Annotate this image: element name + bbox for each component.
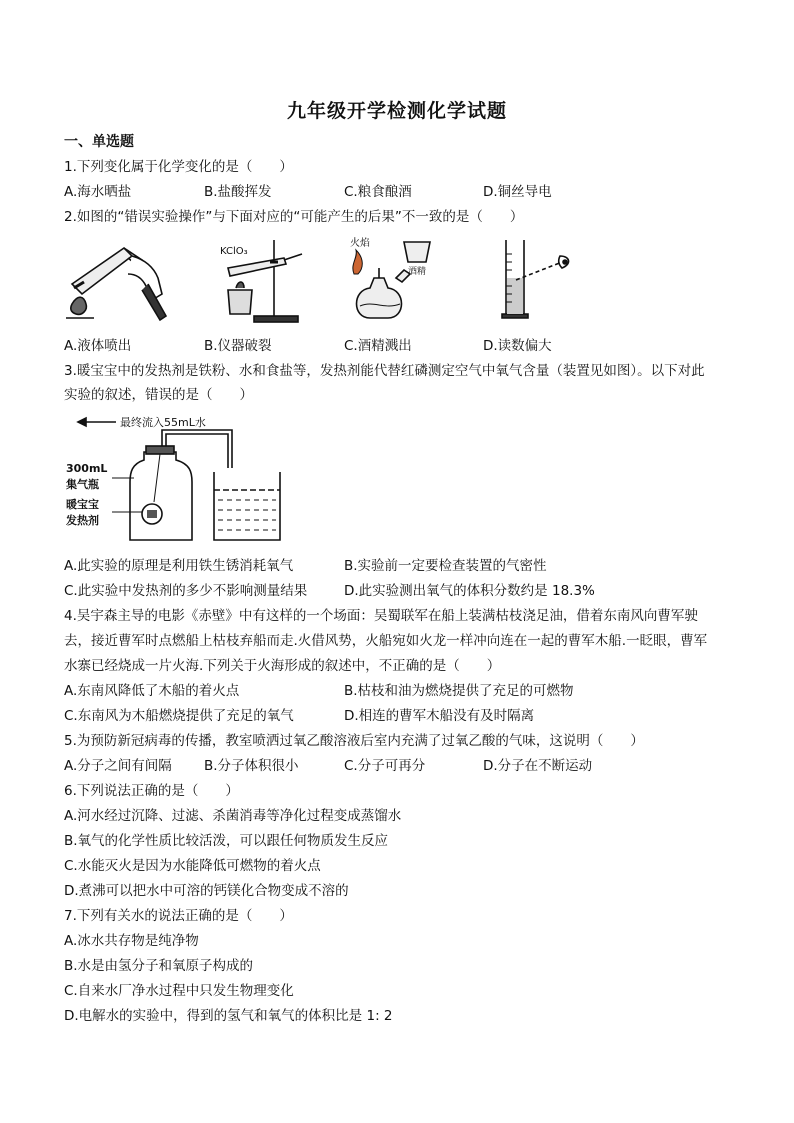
q5-stem: 5.为预防新冠病毒的传播，教室喷洒过氧乙酸溶液后室内充满了过氧乙酸的气味，这说明（ ） [64, 733, 644, 749]
q2-label-kclo3: KClO₃ [220, 246, 248, 257]
q2-label-alcohol: 酒精 [408, 267, 427, 277]
q2-option-b: B.仪器破裂 [204, 338, 272, 354]
q3-stem-line-1: 3.暖宝宝中的发热剂是铁粉、水和食盐等，发热剂能代替红磷测定空气中氧气含量（装置见如图）。以下对此 [64, 363, 705, 379]
q2-option-a: A.液体喷出 [64, 338, 132, 354]
q3-label-flask: 集气瓶 [66, 478, 99, 491]
q2-label-flame: 火焰 [350, 238, 370, 249]
q3-option-a: A.此实验的原理是利用铁生锈消耗氧气 [64, 558, 294, 574]
q2-figure-a [62, 234, 174, 324]
q5-option-d: D.分子在不断运动 [483, 758, 593, 774]
q1-option-d: D.铜丝导电 [483, 184, 552, 200]
q4-stem-line-1: 4.吴宇森主导的电影《赤壁》中有这样的一个场面：吴蜀联军在船上装满枯枝浇足油，借着东南风向曹军驶 [64, 608, 698, 624]
q4-stem-line-3: 水寨已经烧成一片火海.下列关于火海形成的叙述中，不正确的是（ ） [64, 658, 501, 674]
q4-option-d: D.相连的曹军木船没有及时隔离 [344, 708, 535, 724]
page-title: 九年级开学检测化学试题 [286, 100, 507, 122]
q4-option-c: C.东南风为木船燃烧提供了充足的氧气 [64, 708, 294, 724]
q2-option-d: D.读数偏大 [483, 338, 552, 354]
q3-label-volume: 300mL [66, 462, 108, 475]
q3-option-b: B.实验前一定要检查装置的气密性 [344, 558, 547, 574]
q5-option-a: A.分子之间有间隔 [64, 758, 172, 774]
q5-option-b: B.分子体积很小 [204, 758, 299, 774]
q5-option-c: C.分子可再分 [344, 758, 426, 774]
q4-option-a: A.东南风降低了木船的着火点 [64, 683, 240, 699]
q4-option-b: B.枯枝和油为燃烧提供了充足的可燃物 [344, 683, 574, 699]
q1-option-b: B.盐酸挥发 [204, 184, 272, 200]
q6-option-c: C.水能灭火是因为水能降低可燃物的着火点 [64, 858, 321, 874]
q2-figure-b [214, 234, 314, 326]
q6-option-d: D.煮沸可以把水中可溶的钙镁化合物变成不溶的 [64, 883, 349, 899]
q7-option-c: C.自来水厂净水过程中只发生物理变化 [64, 983, 294, 999]
q3-label-arrow: 最终流入55mL水 [120, 416, 206, 429]
q3-apparatus-figure [64, 412, 304, 546]
q7-stem: 7.下列有关水的说法正确的是（ ） [64, 908, 293, 924]
q7-option-d: D.电解水的实验中，得到的氢气和氧气的体积比是 1: 2 [64, 1008, 393, 1024]
q6-option-a: A.河水经过沉降、过滤、杀菌消毒等净化过程变成蒸馏水 [64, 808, 402, 824]
q1-option-a: A.海水晒盐 [64, 184, 132, 200]
section-heading: 一、单选题 [64, 134, 134, 150]
q6-option-b: B.氧气的化学性质比较活泼，可以跟任何物质发生反应 [64, 833, 389, 849]
q2-option-c: C.酒精溅出 [344, 338, 412, 354]
q7-option-b: B.水是由氢分子和氧原子构成的 [64, 958, 254, 974]
q3-stem-line-2: 实验的叙述，错误的是（ ） [64, 387, 253, 403]
q1-option-c: C.粮食酿酒 [344, 184, 412, 200]
q3-option-d: D.此实验测出氧气的体积分数约是 18.3% [344, 583, 595, 599]
q3-option-c: C.此实验中发热剂的多少不影响测量结果 [64, 583, 308, 599]
q4-stem-line-2: 去，接近曹军时点燃船上枯枝弃船而走.火借风势，火船宛如火龙一样冲向连在一起的曹军木船.一眨眼，曹军 [64, 633, 708, 649]
q2-stem: 2.如图的“错误实验操作”与下面对应的“可能产生的后果”不一致的是（ ） [64, 209, 524, 225]
q1-stem: 1.下列变化属于化学变化的是（ ） [64, 159, 293, 175]
q3-label-warmer-1: 暖宝宝 [66, 498, 99, 511]
q6-stem: 6.下列说法正确的是（ ） [64, 783, 239, 799]
q2-figure-d [476, 234, 576, 326]
q2-figure-c [344, 234, 444, 326]
q3-label-warmer-2: 发热剂 [66, 514, 99, 527]
q7-option-a: A.冰水共存物是纯净物 [64, 933, 199, 949]
